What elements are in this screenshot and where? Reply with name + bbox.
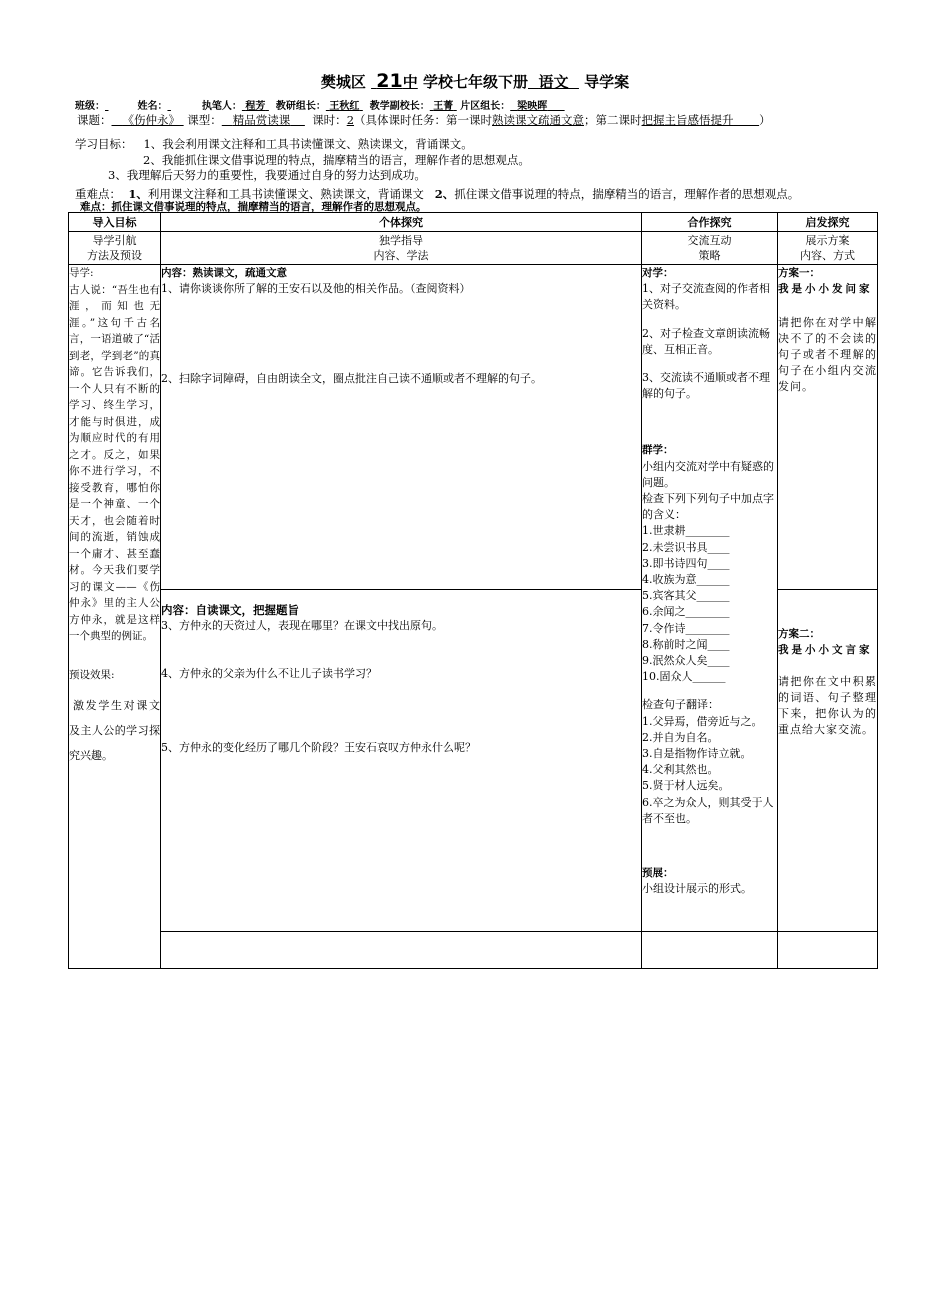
empty-cell-individual — [161, 932, 642, 969]
sub-cooperative-1: 交流互动 — [687, 234, 732, 247]
content-row-1 — [69, 265, 878, 590]
content-row-3 — [69, 932, 878, 969]
study-plan-table — [68, 212, 878, 969]
question-5: 5、方仲永的变化经历了哪几个阶段？王安石哀叹方仲永什么呢？ — [161, 741, 476, 754]
sub-inspire — [778, 232, 878, 265]
translation-item: 5.贤于材人远矣。 — [642, 779, 730, 793]
key-point-2: 抓住课文借事说理的特点，揣摩精当的语言，理解作者的思想观点。 — [454, 187, 800, 201]
difficulty-line: 难点：抓住课文借事说理的特点，揣摩精当的语言，理解作者的思想观点。 — [80, 201, 427, 213]
lesson-type: 精品赏读课 — [232, 113, 291, 127]
word-item: 7.令作诗________ — [642, 621, 730, 635]
word-item: 6.余闻之________ — [642, 605, 730, 619]
pair-item-3: 3、交流读不通顺或者不理解的句子。 — [642, 371, 770, 401]
goal-3: 3、我理解后天努力的重要性，我要通过自身的努力达到成功。 — [108, 168, 426, 182]
effect-text: 激发学生对课文及主人公的学习探究兴趣。 — [69, 699, 160, 762]
leader-label: 教研组长： — [275, 101, 326, 112]
lesson-line — [77, 112, 771, 128]
title-district: 樊城区 — [320, 73, 366, 91]
header-inspire: 启发探究 — [778, 213, 878, 232]
plan2-name: 我是小小文言家 — [778, 644, 873, 656]
question-4: 4、方仲永的父亲为什么不让儿子读书学习？ — [161, 667, 377, 680]
guide-text: 古人说：“吾生也有涯，而知也无涯。”这句千古名言，一语道破了“活到老，学到老”的真谛。它告诉我们，一个人只有不断的学习、终生学习，才能与时俱进，成为顺应时代的有用之才。反之，如果你不进行学习，不接受教育，哪怕你是一个神童、一个天才，也会随着时间的流逝，销蚀成一个庸才、甚至蠢材。今天我们要学习的课文——《伤仲永》里的主人公方仲永，就是这样一个典型的例证。 — [69, 283, 160, 642]
word-item: 3.即书诗四句____ — [642, 556, 730, 570]
goal-1: 1、我会利用课文注释和工具书读懂课文、熟读课文，背诵课文。 — [143, 137, 473, 151]
preview-text: 小组设计展示的形式。 — [642, 882, 752, 896]
word-item: 5.宾客其父______ — [642, 589, 730, 603]
task-one: 熟读课文疏通文意 — [492, 113, 585, 127]
sub-intro — [69, 232, 161, 265]
area-name: 梁映晖 — [517, 101, 548, 112]
preview-label: 预展： — [642, 867, 674, 880]
writer-label: 执笔人： — [201, 101, 242, 112]
goal-2: 2、我能抓住课文借事说理的特点，揣摩精当的语言，理解作者的思想观点。 — [143, 153, 530, 167]
sub-individual-1: 独学指导 — [379, 234, 423, 247]
translation-item: 2.并自为自名。 — [642, 730, 719, 744]
word-item: 8.称前时之闻____ — [642, 637, 730, 651]
question-3: 3、方仲永的天资过人，表现在哪里？在课文中找出原句。 — [161, 619, 443, 632]
word-item: 4.收族为意______ — [642, 573, 730, 587]
goals-label: 学习目标： — [75, 137, 133, 151]
sub-cooperative — [642, 232, 778, 265]
word-item: 2.未尝识书具____ — [642, 540, 730, 554]
pair-item-2: 2、对子检查文章朗读流畅度、互相正音。 — [642, 326, 770, 356]
translation-item: 1.父异焉，借旁近与之。 — [642, 714, 763, 728]
plan1-text: 请把你在对学中解决不了的不会读的句子或者不理解的句子在小组内交流发问。 — [778, 316, 877, 393]
pair-item-1: 1、对子交流查阅的作者相关资料。 — [642, 282, 770, 312]
vp-label: 教学副校长： — [369, 101, 430, 112]
tasks-pre: （具体课时任务：第一课时 — [354, 113, 493, 127]
sub-intro-1: 导学引航 — [92, 234, 137, 247]
title-doc-type: 导学案 — [584, 73, 630, 91]
key-point-1: 利用课文注释和工具书读懂课文、熟读课文，背诵课文 — [147, 187, 424, 201]
name-label: 姓名： — [137, 101, 168, 112]
intro-cell — [69, 265, 161, 969]
lesson-topic: 《伤仲永》 — [122, 113, 180, 127]
sub-cooperative-2: 策略 — [698, 249, 721, 262]
key-number-1: 1、 — [128, 187, 148, 201]
guide-label: 导学: — [69, 267, 94, 279]
empty-cell-cooperative — [642, 932, 778, 969]
group-intro: 小组内交流对学中有疑惑的问题。 — [642, 459, 774, 489]
empty-cell-inspire — [778, 932, 878, 969]
plan1-label: 方案一： — [778, 267, 820, 279]
translation-item: 4.父利其然也。 — [642, 763, 719, 777]
title-subject: 语文 — [538, 73, 569, 91]
translation-item: 6.卒之为众人，则其受于人者不至也。 — [642, 795, 774, 825]
part2-title: 内容：自读课文，把握题旨 — [161, 603, 299, 617]
words-intro: 检查下列下列句子中加点字的含义： — [642, 492, 774, 522]
word-item: 9.泯然众人矣____ — [642, 654, 730, 668]
area-label: 片区组长： — [460, 101, 511, 112]
page-title — [0, 70, 950, 92]
header-intro: 导入目标 — [69, 213, 161, 232]
class-blank — [105, 101, 127, 112]
plan1-cell — [778, 265, 878, 590]
staff-info-line — [75, 97, 565, 112]
plan2-label: 方案二： — [778, 628, 820, 640]
plan2-text: 请把你在文中积累的词语、句子整理下来，把你认为的重点给大家交流。 — [778, 675, 877, 736]
part1-title: 内容：熟读课文，疏通文意 — [161, 267, 287, 279]
vp-name: 王菁 — [433, 101, 454, 112]
lesson-hours: 2 — [346, 113, 355, 127]
leader-name: 王秋红 — [329, 101, 360, 112]
effect-label: 预设效果: — [69, 668, 115, 681]
subheader-row — [69, 232, 878, 265]
question-2: 2、扫除字词障碍，自由朗读全文，圈点批注自己读不通顺或者不理解的句子。 — [161, 372, 542, 385]
title-grade: 学校七年级下册 — [423, 73, 529, 91]
goals-line-1 — [75, 136, 473, 152]
name-blank — [167, 101, 191, 112]
header-row — [69, 213, 878, 232]
header-individual: 个体探究 — [161, 213, 642, 232]
topic-label: 课题： — [77, 113, 112, 127]
key-label: 重难点： — [75, 187, 121, 201]
plan1-name: 我是小小发问家 — [778, 283, 873, 295]
sub-inspire-1: 展示方案 — [805, 234, 850, 247]
question-1: 1、请你谈谈你所了解的王安石以及他的相关作品。（查阅资料） — [161, 282, 471, 295]
key-number-2: 2、 — [434, 187, 455, 201]
class-label: 班级： — [75, 101, 105, 112]
sub-intro-2: 方法及预设 — [87, 249, 142, 262]
word-item: 10.固众人______ — [642, 670, 726, 684]
group-label: 群学： — [642, 444, 674, 457]
tasks-mid: ；第二课时 — [584, 113, 642, 127]
word-item: 1.世隶耕________ — [642, 524, 730, 538]
translation-intro: 检查句子翻译： — [642, 698, 719, 712]
header-cooperative: 合作探究 — [642, 213, 778, 232]
sub-inspire-2: 内容、方式 — [800, 249, 855, 262]
part2-cell — [161, 590, 642, 932]
cooperative-cell — [642, 265, 778, 932]
tasks-post: ） — [759, 113, 771, 127]
sub-individual-2: 内容、学法 — [373, 249, 429, 262]
title-school-suffix: 中 — [402, 73, 418, 91]
writer-name: 程芳 — [245, 101, 266, 112]
task-two: 把握主旨感悟提升 — [641, 113, 734, 127]
title-school-number: 21 — [376, 70, 403, 92]
translation-item: 3.自是指物作诗立就。 — [642, 747, 752, 761]
part1-cell — [161, 265, 642, 590]
plan2-cell — [778, 590, 878, 932]
pair-label: 对学： — [642, 267, 674, 279]
sub-individual — [161, 232, 642, 265]
type-label: 课型： — [187, 113, 222, 127]
hours-label: 课时： — [312, 113, 347, 127]
